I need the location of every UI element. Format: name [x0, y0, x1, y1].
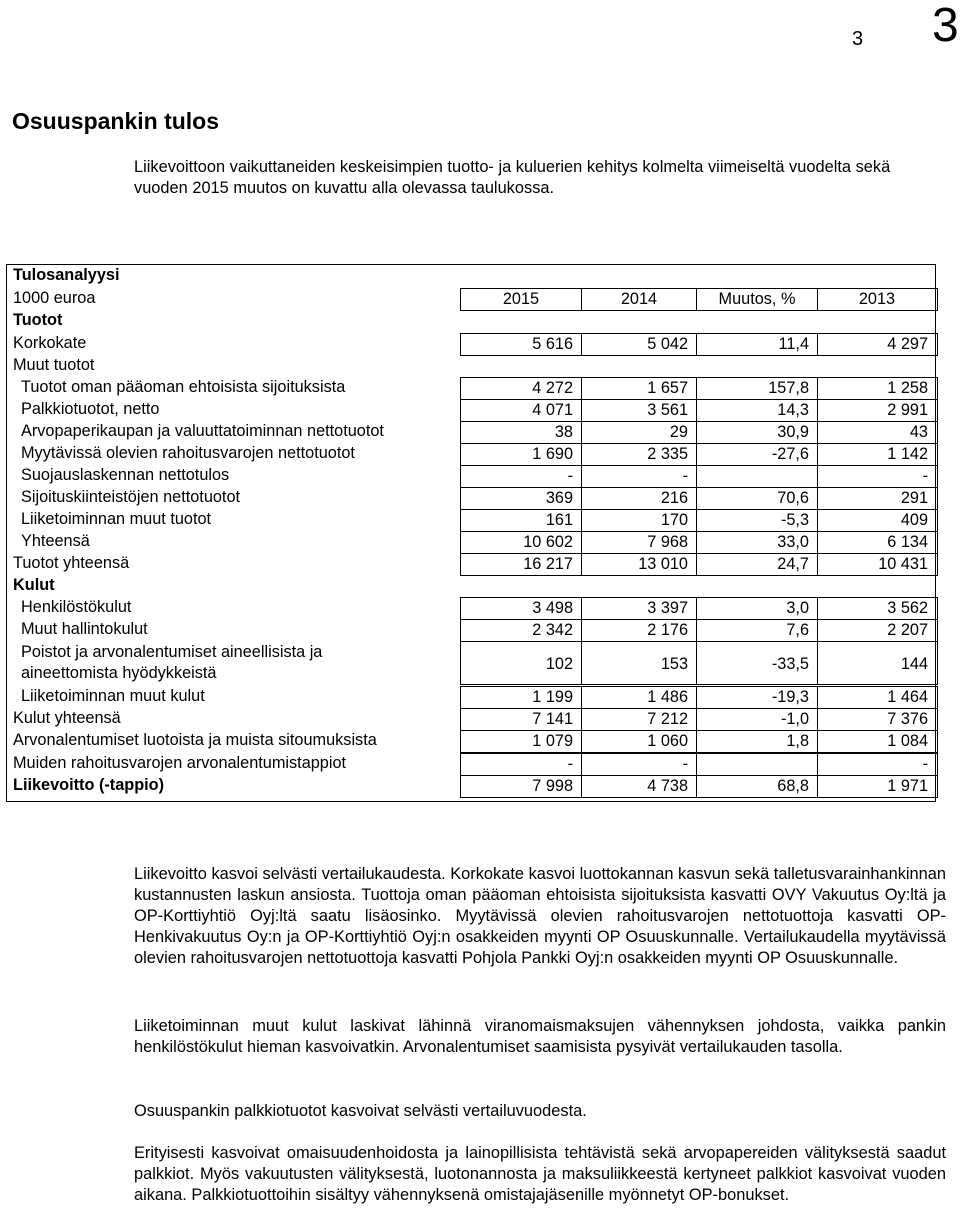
- table-cell: 369: [461, 488, 582, 509]
- row-label: Muut hallintokulut: [21, 620, 148, 638]
- row-cells: [460, 487, 938, 510]
- row-cells: [460, 531, 938, 554]
- table-cell: 24,7: [697, 554, 818, 575]
- column-header: 2015: [461, 289, 582, 310]
- table-cell: 38: [461, 422, 582, 443]
- table-cell: 1 079: [461, 731, 582, 752]
- table-cell: 3 562: [887, 599, 928, 617]
- row-label: Suojauslaskennan nettotulos: [21, 465, 230, 484]
- row-label: Tuotot: [13, 311, 63, 329]
- table-cell: 7,6: [697, 620, 818, 641]
- table-cell: 1,8: [697, 731, 818, 752]
- paragraph-2: Liiketoiminnan muut kulut laskivat lähinnä viranomaismaksujen vähennyksen johdosta, vaikka pankin henkilöstökulut hieman kasvoivatkin. Arvonalentumiset saamisista pysyivät vertailukauden tasolla.: [134, 1017, 946, 1056]
- row-cells: [460, 753, 938, 776]
- table-row: [6, 596, 936, 618]
- table-cell: 2 342: [461, 620, 582, 641]
- table-cell: 4 071: [461, 400, 582, 421]
- table-row: [6, 774, 936, 796]
- table-cell: 161: [461, 510, 582, 531]
- table-cell: -27,6: [697, 444, 818, 465]
- table-cell: 1 486: [582, 687, 697, 708]
- table-cell: 5 042: [582, 334, 697, 355]
- table-cell: 68,8: [697, 776, 818, 797]
- table-cell: 43: [909, 422, 928, 441]
- table-cell: 4 297: [887, 334, 928, 353]
- table-cell: 2 207: [887, 621, 928, 639]
- table-cell: 2 991: [887, 400, 928, 419]
- table-cell: 3 498: [461, 598, 582, 619]
- table-cell: 10 602: [461, 532, 582, 553]
- table-cell: -19,3: [697, 687, 818, 708]
- table-cell: 10 431: [878, 555, 928, 573]
- row-cells: [460, 333, 938, 356]
- table-cell: 13 010: [582, 554, 697, 575]
- row-cells: [460, 641, 938, 685]
- table-cell: 7 376: [887, 710, 928, 728]
- table-cell: 3,0: [697, 598, 818, 619]
- table-cell: 1 464: [887, 688, 928, 706]
- row-label: Arvonalentumiset luotoista ja muista sitoumuksista: [13, 731, 377, 749]
- column-header: 2014: [582, 289, 697, 310]
- table-cell: 2 176: [582, 620, 697, 641]
- table-cell: 1 142: [887, 444, 928, 463]
- row-cells: [460, 553, 938, 576]
- row-cells: [460, 708, 938, 731]
- table-cell: -: [582, 754, 697, 775]
- table-row: [6, 464, 936, 486]
- table-cell: -: [922, 754, 928, 773]
- table-row: [6, 376, 936, 398]
- table-cell: 6 134: [887, 533, 928, 551]
- table-cell: 5 616: [461, 334, 582, 355]
- row-cells: [460, 509, 938, 532]
- table-row: [6, 618, 936, 640]
- table-cell: 4 738: [582, 776, 697, 797]
- table-cell: 1 060: [582, 731, 697, 752]
- paragraph-1: Liikevoitto kasvoi selvästi vertailukaudesta. Korkokate kasvoi luottokannan kasvun sekä talletusvarainhankinnan kustannusten laskun ansiosta. Tuottoja oman pääoman ehtoisista sijoituksista kasvatti OVY Vakuutus Oy:ltä ja OP-Korttiyhtiö Oyj:ltä saatu lisäosinko. Myytävissä olevien rahoitusvarojen nettotuottoja kasvatti OP-Henkivakuutus Oy:n ja OP-Korttiyhtiö Oyj:n osakkeiden myynti OP Osuuskunnalle. Vertailukaudella myytävissä olevien rahoitusvarojen nettotuottoja kasvatti Pohjola Pankki Oyj:n osakkeiden myynti OP Osuuskunnalle.: [134, 865, 946, 967]
- table-row: [6, 685, 936, 707]
- row-label: Arvopaperikaupan ja valuuttatoiminnan nettotuotot: [21, 421, 384, 440]
- table-row: [6, 707, 936, 729]
- table-cell: -: [461, 754, 582, 775]
- table-header-row: [6, 287, 936, 309]
- table-cell: -1,0: [697, 709, 818, 730]
- header-cells: [460, 288, 938, 311]
- table-cell: 3 397: [582, 598, 697, 619]
- table-row: [6, 398, 936, 420]
- column-header: Muutos, %: [697, 289, 818, 310]
- table-cell: 1 690: [461, 444, 582, 465]
- row-label: Muut tuotot: [13, 355, 95, 374]
- row-label: Liiketoiminnan muut kulut: [21, 687, 205, 705]
- row-label: Korkokate: [13, 333, 87, 352]
- table-cell: 1 971: [887, 776, 928, 795]
- table-cell: 144: [900, 654, 928, 673]
- table-row: [6, 420, 936, 442]
- table-row: [6, 508, 936, 530]
- row-label: Liiketoiminnan muut tuotot: [21, 510, 212, 528]
- table-cell: 2 335: [582, 444, 697, 465]
- row-label: Myytävissä olevien rahoitusvarojen nettotuotot: [21, 443, 355, 462]
- row-cells: [460, 421, 938, 444]
- table-cell: [697, 754, 818, 775]
- table-row: [6, 729, 936, 751]
- row-label: Tuotot oman pääoman ehtoisista sijoituksista: [21, 377, 346, 396]
- table-row: [6, 641, 936, 682]
- table-row: [6, 530, 936, 552]
- table-cell: 7 968: [582, 532, 697, 553]
- row-cells: [460, 465, 938, 488]
- table-cell: 291: [900, 489, 928, 507]
- table-cell: 70,6: [697, 488, 818, 509]
- table-cell: -33,5: [697, 642, 818, 684]
- table-row: [6, 332, 936, 354]
- table-cell: 33,0: [697, 532, 818, 553]
- section-title: Osuuspankin tulos: [12, 108, 220, 134]
- table-cell: -: [922, 466, 928, 485]
- row-label: Liikevoitto (-tappio): [13, 775, 165, 794]
- row-cells: [460, 443, 938, 466]
- table-cell: 16 217: [461, 554, 582, 575]
- table-row: [6, 309, 936, 331]
- table-cell: 29: [582, 422, 697, 443]
- income-analysis-table: [6, 264, 936, 802]
- row-cells: [460, 686, 938, 709]
- row-cells: [460, 619, 938, 642]
- row-label: Kulut yhteensä: [13, 709, 121, 727]
- row-label: Palkkiotuotot, netto: [21, 399, 160, 418]
- table-cell: 409: [900, 511, 928, 529]
- table-row: [6, 752, 936, 774]
- table-cell: 1 199: [461, 687, 582, 708]
- table-cell: 153: [582, 642, 697, 684]
- table-caption-row: [6, 264, 936, 286]
- table-cell: 7 998: [461, 776, 582, 797]
- table-cell: 1 657: [582, 378, 697, 399]
- row-label: Kulut: [13, 576, 55, 594]
- table-caption: Tulosanalyysi: [13, 266, 120, 284]
- table-row: [6, 486, 936, 508]
- table-row: [6, 574, 936, 596]
- row-label: Yhteensä: [21, 532, 90, 550]
- table-cell: 216: [582, 488, 697, 509]
- table-cell: -: [461, 466, 582, 487]
- row-cells: [460, 597, 938, 620]
- table-row: [6, 552, 936, 574]
- paragraph-3: Osuuspankin palkkiotuotot kasvoivat selvästi vertailuvuodesta.: [134, 1102, 587, 1120]
- table-cell: 7 141: [461, 709, 582, 730]
- table-cell: 7 212: [582, 709, 697, 730]
- table-cell: 157,8: [697, 378, 818, 399]
- row-cells: [460, 399, 938, 422]
- unit-label: 1000 euroa: [13, 288, 96, 307]
- row-cells: [460, 377, 938, 400]
- page-number-small: 3: [852, 28, 864, 50]
- table-row: [6, 442, 936, 464]
- row-label: Tuotot yhteensä: [13, 554, 130, 572]
- table-cell: -5,3: [697, 510, 818, 531]
- table-cell: 4 272: [461, 378, 582, 399]
- table-row: [6, 354, 936, 376]
- table-cell: 1 084: [887, 732, 928, 750]
- column-header: 2013: [858, 289, 896, 308]
- table-cell: -: [582, 466, 697, 487]
- paragraph-4: Erityisesti kasvoivat omaisuudenhoidosta ja lainopillisista tehtävistä sekä arvopapereiden välityksestä saadut palkkiot. Myös vakuutusten välityksestä, luotonannosta ja maksuliikkeestä kertyneet palkkiot kasvoivat vuoden aikana. Palkkiotuottoihin sisältyy vähennyksenä omistajajäsenille myönnetyt OP-bonukset.: [134, 1144, 946, 1204]
- table-cell: [697, 466, 818, 487]
- table-cell: 1 258: [887, 378, 928, 397]
- row-cells: [460, 775, 938, 798]
- row-label: Henkilöstökulut: [21, 598, 132, 616]
- row-label: Sijoituskiinteistöjen nettotuotot: [21, 488, 241, 506]
- page-number-large: 3: [932, 0, 959, 52]
- row-label: Poistot ja arvonalentumiset aineellisista ja aineettomista hyödykkeistä: [21, 642, 323, 682]
- table-cell: 11,4: [697, 334, 818, 355]
- table-cell: 14,3: [697, 400, 818, 421]
- table-cell: 102: [461, 642, 582, 684]
- table-cell: 30,9: [697, 422, 818, 443]
- intro-paragraph: Liikevoittoon vaikuttaneiden keskeisimpien tuotto- ja kuluerien kehitys kolmelta viimeiseltä vuodelta sekä vuoden 2015 muutos on kuvattu alla olevassa taulukossa.: [134, 158, 891, 197]
- table-cell: 3 561: [582, 400, 697, 421]
- row-cells: [460, 730, 938, 753]
- table-cell: 170: [582, 510, 697, 531]
- row-label: Muiden rahoitusvarojen arvonalentumistappiot: [13, 753, 347, 772]
